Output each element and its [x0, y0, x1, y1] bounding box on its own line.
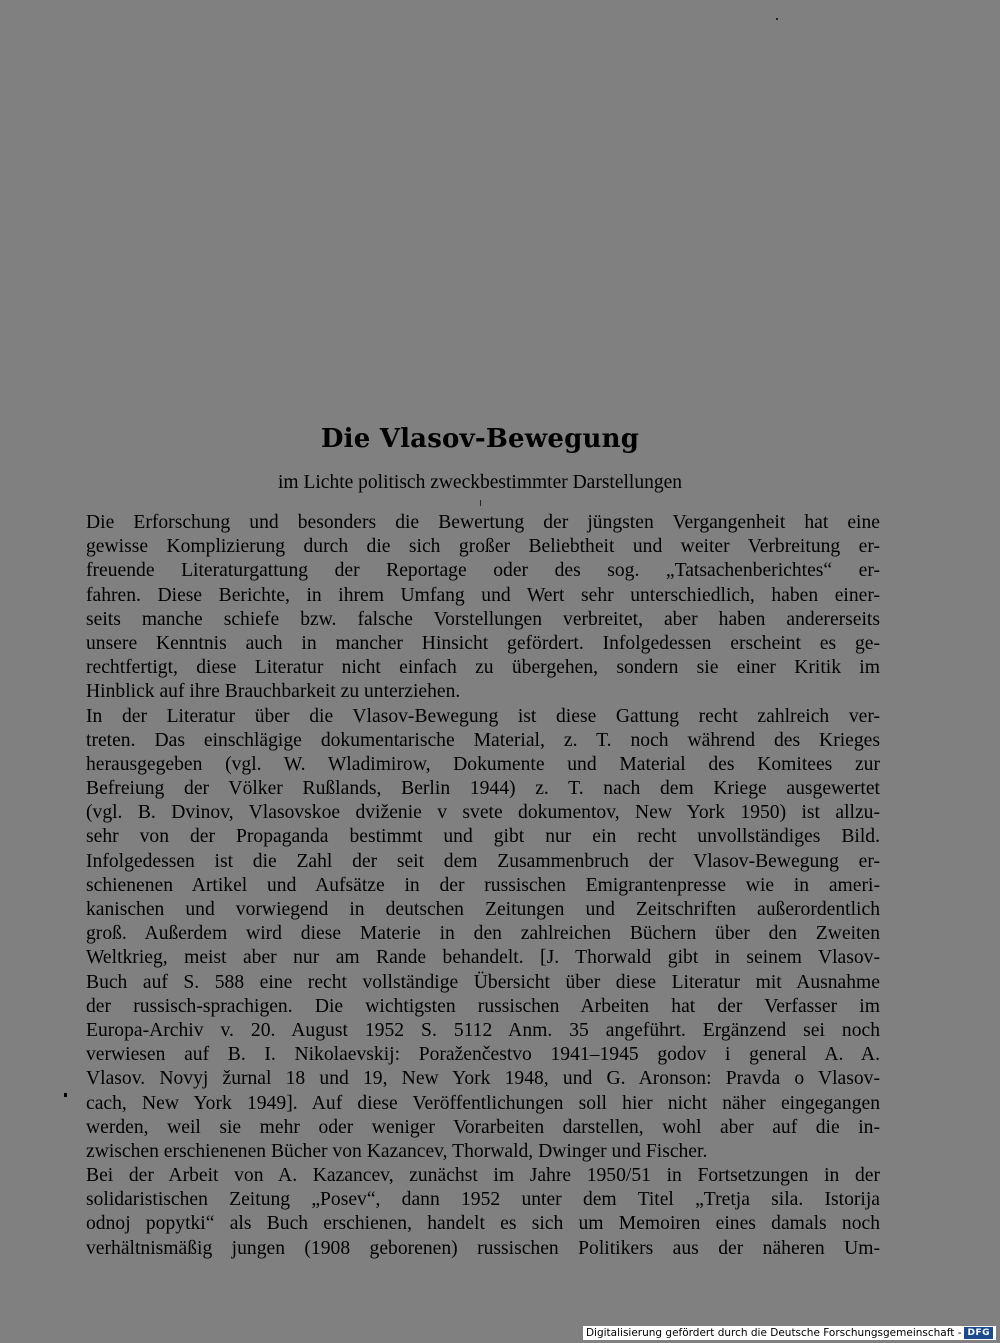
text-line: odnoj popytki“ als Buch erschienen, handelt es sich um Memoiren eines damals noch: [86, 1213, 880, 1235]
text-line: solidaristischen Zeitung „Posev“, dann 1952 unter dem Titel „Tretja sila. Istorija: [86, 1189, 880, 1211]
text-line: (vgl. B. Dvinov, Vlasovskoe dviženie v svete dokumentov, New York 1950) ist allzu-: [86, 802, 880, 824]
text-line: Buch auf S. 588 eine recht vollständige Übersicht über diese Literatur mit Ausnahme: [86, 971, 880, 993]
text-line: Infolgedessen ist die Zahl der seit dem Zusammenbruch der Vlasov-Bewegung er-: [86, 850, 880, 872]
text-line: Europa-Archiv v. 20. August 1952 S. 5112 Anm. 35 angeführt. Ergänzend sei noch: [86, 1019, 880, 1041]
text-line: gewisse Komplizierung durch die sich großer Beliebtheit und weiter Verbreitung er-: [86, 536, 880, 558]
text-line: verhältnismäßig jungen (1908 geborenen) russischen Politikers aus der näheren Um-: [86, 1237, 880, 1259]
text-line: unsere Kenntnis auch in mancher Hinsicht gefördert. Infolgedessen erscheint es ge-: [86, 632, 880, 654]
text-line: Vlasov. Novyj žurnal 18 und 19, New York 1948, und G. Aronson: Pravda o Vlasov-: [86, 1068, 880, 1090]
text-line: Bei der Arbeit von A. Kazancev, zunächst im Jahre 1950/51 in Fortsetzungen in der: [86, 1165, 880, 1187]
text-line: werden, weil sie mehr oder weniger Vorarbeiten darstellen, wohl aber auf die in-: [86, 1116, 880, 1138]
document-subtitle: im Lichte politisch zweckbestimmter Darstellungen: [278, 472, 682, 493]
text-line: kanischen und vorwiegend in deutschen Zeitungen und Zeitschriften außerordentlich: [86, 899, 880, 920]
text-line: zwischen erschienenen Bücher von Kazancev, Thorwald, Dwinger und Fischer.: [86, 1140, 708, 1162]
digitization-footer: [583, 1326, 996, 1340]
dfg-logo-icon: DFG: [964, 1327, 993, 1339]
text-line: freuende Literaturgattung der Reportage oder des sog. „Tatsachenberichtes“ er-: [86, 560, 880, 582]
text-line: sehr von der Propaganda bestimmt und gibt nur ein recht unvollständiges Bild.: [86, 826, 880, 848]
text-line: schienenen Artikel und Aufsätze in der russischen Emigrantenpresse wie in ameri-: [86, 874, 880, 896]
text-line: groß. Außerdem wird diese Materie in den zahlreichen Büchern über den Zweiten: [86, 923, 880, 945]
footer-text: Digitalisierung gefördert durch die Deutsche Forschungsgemeinschaft -: [585, 1327, 962, 1339]
text-line: fahren. Diese Berichte, in ihrem Umfang und Wert sehr unterschiedlich, haben einer-: [86, 584, 880, 606]
text-line: verwiesen auf B. I. Nikolaevskij: Poraženčestvo 1941–1945 godov i general A. A.: [86, 1044, 880, 1066]
text-line: rechtfertigt, diese Literatur nicht einfach zu übergehen, sondern sie einer Kritik im: [86, 657, 880, 679]
body-text: [86, 511, 880, 1261]
text-line: cach, New York 1949]. Auf diese Veröffentlichungen soll hier nicht näher eingegangen: [86, 1092, 880, 1114]
scan-speck: [480, 500, 481, 506]
text-line: Die Erforschung und besonders die Bewertung der jüngsten Vergangenheit hat eine: [86, 512, 880, 533]
scan-speck: [776, 18, 778, 20]
margin-mark: [64, 1093, 67, 1097]
text-line: Befreiung der Völker Rußlands, Berlin 1944) z. T. nach dem Kriege ausgewertet: [86, 778, 880, 800]
text-line: seits manche schiefe bzw. falsche Vorstellungen verbreitet, aber haben andererseits: [86, 608, 880, 630]
text-line: herausgegeben (vgl. W. Wladimirow, Dokumente und Material des Komitees zur: [86, 753, 880, 775]
document-title: Die Vlasov-Bewegung: [320, 424, 640, 454]
text-line: Weltkrieg, meist aber nur am Rande behandelt. [J. Thorwald gibt in seinem Vlasov-: [86, 947, 880, 969]
text-line: der russisch-sprachigen. Die wichtigsten russischen Arbeiten hat der Verfasser im: [86, 995, 880, 1017]
text-line: In der Literatur über die Vlasov-Bewegung ist diese Gattung recht zahlreich ver-: [86, 705, 880, 727]
text-line: Hinblick auf ihre Brauchbarkeit zu unterziehen.: [86, 681, 461, 703]
text-line: treten. Das einschlägige dokumentarische Material, z. T. noch während des Krieges: [86, 729, 880, 751]
